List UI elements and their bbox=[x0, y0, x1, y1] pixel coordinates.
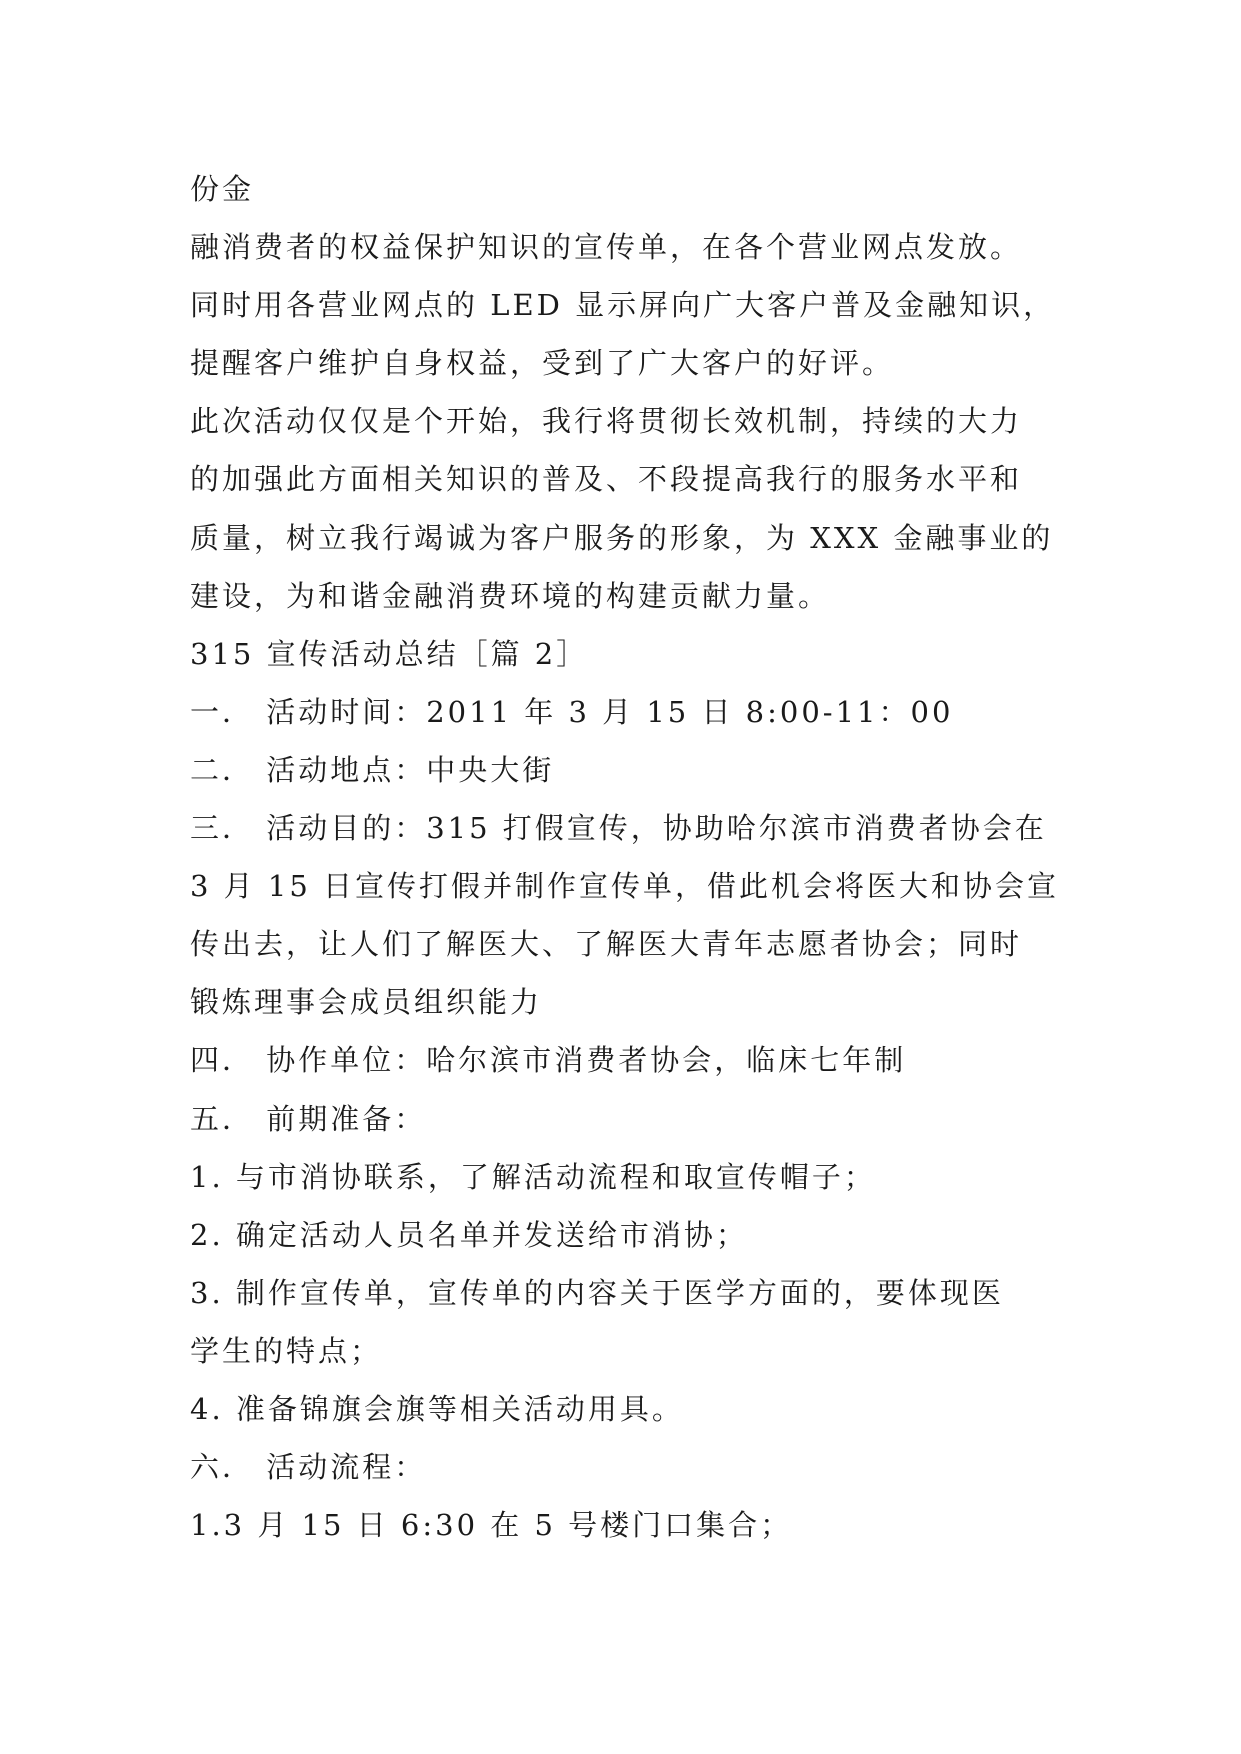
list-item: 二． 活动地点：中央大街 bbox=[190, 752, 555, 787]
list-item: 3. 制作宣传单，宣传单的内容关于医学方面的，要体现医 bbox=[190, 1275, 1004, 1310]
text-line: 建设，为和谐金融消费环境的构建贡献力量。 bbox=[190, 578, 831, 613]
list-item: 2. 确定活动人员名单并发送给市消协； bbox=[190, 1217, 748, 1252]
text-line: 同时用各营业网点的 LED 显示屏向广大客户普及金融知识， bbox=[190, 288, 1056, 323]
text-line: 质量，树立我行竭诚为客户服务的形象，为 XXX 金融事业的 bbox=[190, 520, 1054, 555]
text-line: 学生的特点； bbox=[190, 1333, 383, 1368]
text-line: 的加强此方面相关知识的普及、不段提高我行的服务水平和 bbox=[190, 462, 1023, 497]
text-line: 融消费者的权益保护知识的宣传单，在各个营业网点发放。 bbox=[190, 230, 1023, 265]
list-item: 4. 准备锦旗会旗等相关活动用具。 bbox=[190, 1391, 684, 1426]
list-item: 1. 与市消协联系，了解活动流程和取宣传帽子； bbox=[190, 1159, 876, 1194]
text-line: 3 月 15 日宣传打假并制作宣传单，借此机会将医大和协会宣 bbox=[190, 869, 1060, 904]
document-body bbox=[190, 160, 1090, 1554]
text-line: 传出去，让人们了解医大、了解医大青年志愿者协会；同时 bbox=[190, 927, 1023, 962]
text-line: 份金 bbox=[190, 172, 255, 206]
list-item: 六． 活动流程： bbox=[190, 1450, 427, 1485]
list-item: 1.3 月 15 日 6:30 在 5 号楼门口集合； bbox=[190, 1508, 793, 1543]
text-line: 提醒客户维护自身权益，受到了广大客户的好评。 bbox=[190, 346, 895, 381]
list-item: 五． 前期准备： bbox=[190, 1101, 427, 1136]
text-line: 锻炼理事会成员组织能力 bbox=[190, 985, 543, 1020]
list-item: 四． 协作单位：哈尔滨市消费者协会，临床七年制 bbox=[190, 1043, 907, 1078]
list-item: 一． 活动时间：2011 年 3 月 15 日 8:00-11：00 bbox=[190, 694, 954, 729]
text-line: 此次活动仅仅是个开始，我行将贯彻长效机制，持续的大力 bbox=[190, 404, 1023, 439]
section-title: 315 宣传活动总结［篇 2］ bbox=[190, 636, 589, 671]
list-item: 三． 活动目的：315 打假宣传，协助哈尔滨市消费者协会在 bbox=[190, 811, 1047, 846]
